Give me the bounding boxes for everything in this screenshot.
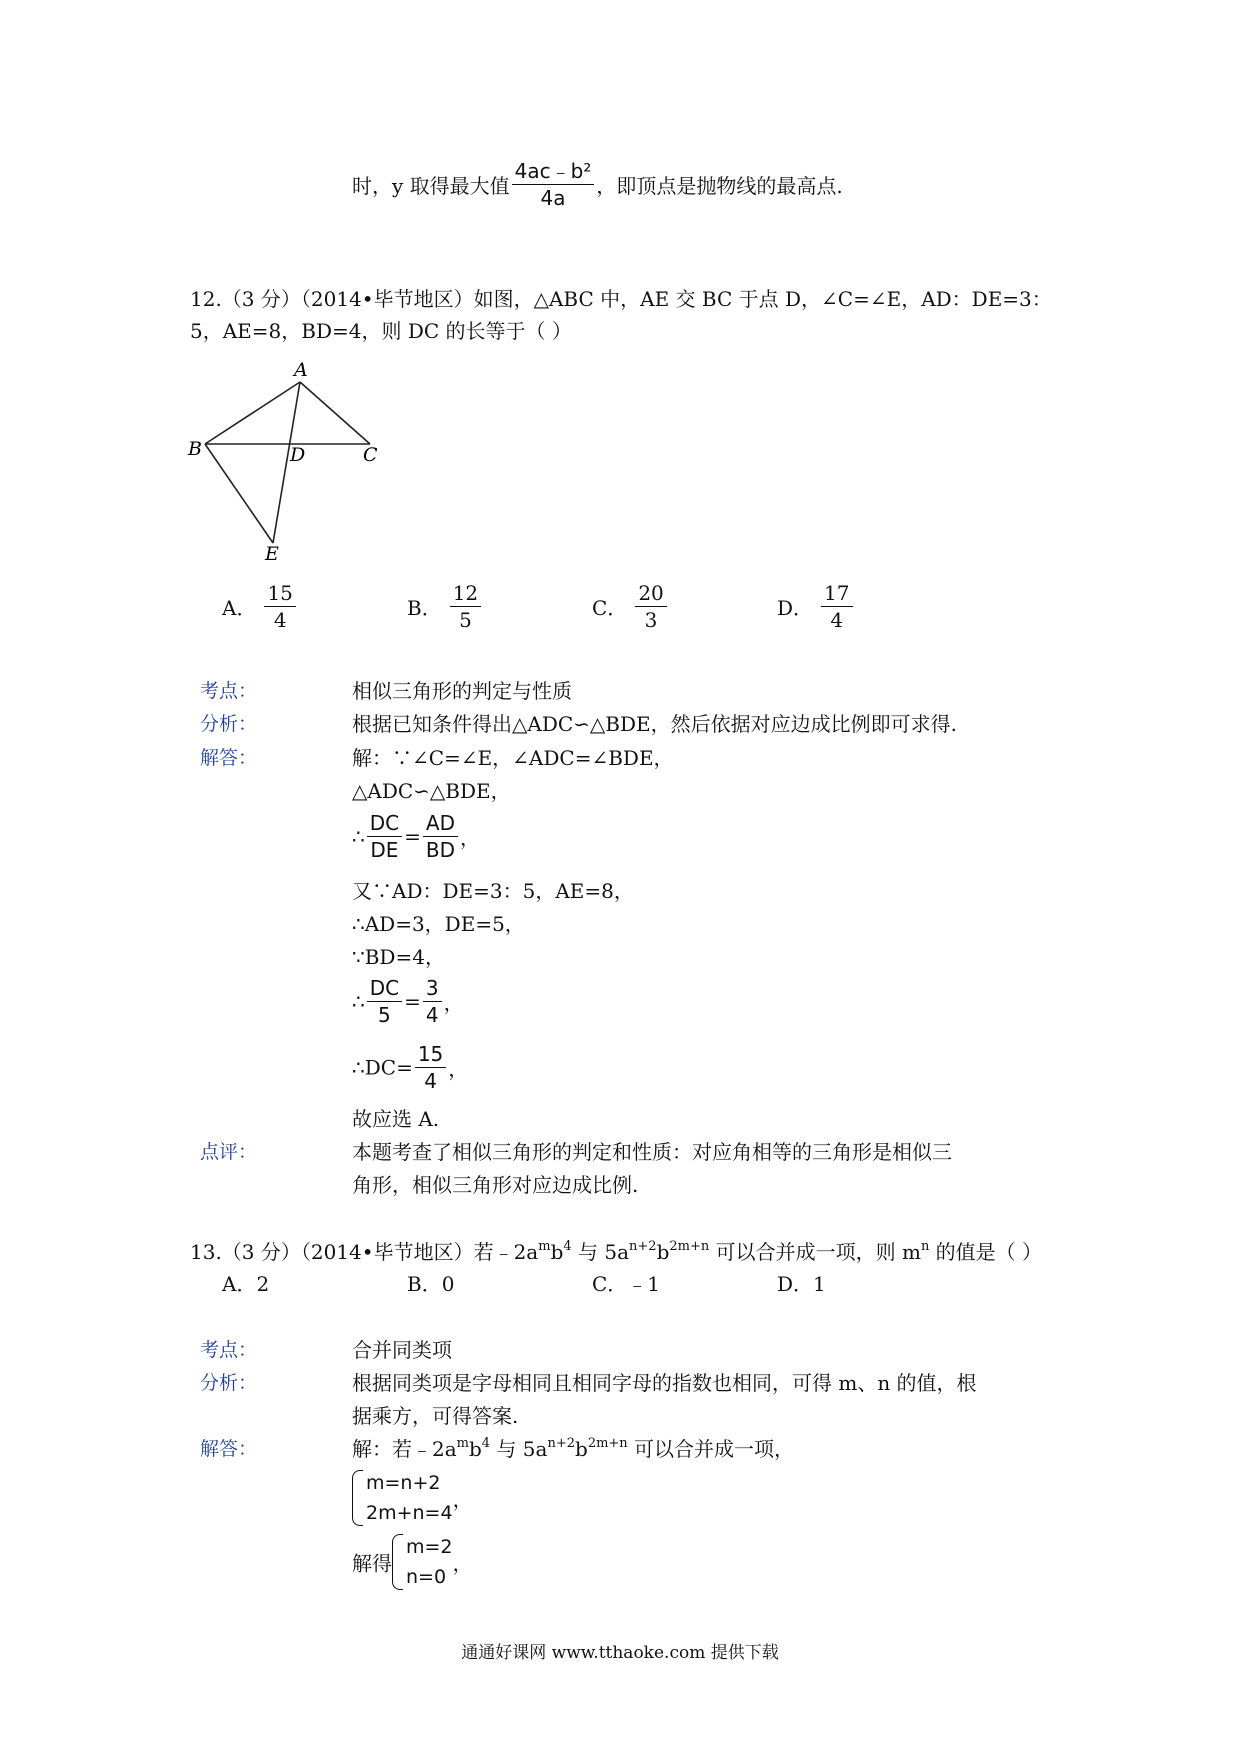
q12-option-b — [407, 580, 483, 633]
equation: 2m+n=4 — [366, 1502, 453, 1524]
top-line — [352, 158, 843, 211]
q12-dianping-l1: 本题考查了相似三角形的判定和性质：对应角相等的三角形是相似三 — [352, 1140, 952, 1164]
q12-option-c — [592, 580, 669, 633]
q12-kaodian: 相似三角形的判定与性质 — [352, 679, 572, 703]
q13-option-d: D．1 — [777, 1272, 826, 1296]
label-d: D — [290, 444, 306, 466]
q13-stem-mid4: 可以合并成一项，则 m — [709, 1240, 921, 1264]
frac-den: 3 — [644, 608, 658, 632]
q13-jieda-l1 — [352, 1434, 794, 1464]
q12-jieda-l2: △ADC∽△BDE， — [352, 779, 511, 803]
q12-jieda-l1: 解：∵∠C=∠E，∠ADC=∠BDE， — [352, 746, 674, 770]
frac-num: 15 — [264, 580, 295, 607]
frac-den: 4 — [425, 1003, 439, 1027]
q13-system-2 — [352, 1532, 473, 1592]
comma: ， — [443, 991, 464, 1015]
frac-num: 17 — [821, 580, 852, 607]
q12-jieda-l7 — [352, 975, 464, 1028]
q12-fenxi: 根据已知条件得出△ADC∽△BDE，然后依据对应边成比例即可求得. — [352, 712, 957, 736]
q12-option-a — [222, 580, 298, 633]
comma: ， — [452, 1551, 473, 1576]
seg-ab — [205, 382, 300, 444]
q13-fenxi-l2: 据乘方，可得答案. — [352, 1404, 519, 1428]
q12-figure — [185, 360, 405, 560]
frac-den: DE — [370, 838, 399, 862]
top-frac-num: 4ac﹣b² — [512, 158, 595, 185]
q13-j1-post: 可以合并成一项， — [627, 1437, 795, 1461]
fraction-dc-de — [367, 810, 402, 863]
q13-fenxi-l1: 根据同类项是字母相同且相同字母的指数也相同，可得 m、n 的值，根 — [352, 1371, 977, 1395]
q13-stem-post: 的值是（ ） — [929, 1240, 1043, 1264]
q12-jieda-l8 — [352, 1041, 468, 1094]
frac-num: AD — [423, 810, 458, 837]
q13-stem — [190, 1237, 1042, 1267]
brace-solution — [392, 1532, 453, 1592]
q12-jieda-l3 — [352, 810, 480, 863]
q13-stem-pre: 13.（3 分）（2014•毕节地区）若﹣2a — [190, 1240, 539, 1264]
top-fraction — [512, 158, 595, 211]
exp: n+2 — [547, 1436, 575, 1451]
q13-j1-mid1: b — [468, 1437, 482, 1461]
q12-jieda-l6: ∵BD=4， — [352, 945, 445, 969]
comma: ， — [460, 826, 480, 850]
equation: n=0 — [406, 1566, 447, 1588]
frac-num: 3 — [423, 975, 442, 1002]
fraction-15-4 — [415, 1041, 446, 1094]
option-letter: B． — [407, 596, 442, 620]
frac-den: 4 — [273, 608, 287, 632]
q13-j1-pre: 解：若﹣2a — [352, 1437, 457, 1461]
frac-den: 4 — [830, 608, 844, 632]
equals-sign: = — [404, 989, 421, 1014]
frac-den: BD — [425, 838, 455, 862]
q12-jieda-label: 解答： — [200, 747, 258, 769]
q12-jieda-l4: 又∵AD：DE=3：5，AE=8， — [352, 879, 634, 903]
q13-option-b: B．0 — [407, 1272, 455, 1296]
frac-num: DC — [367, 810, 402, 837]
label-a: A — [294, 360, 308, 381]
therefore-sign: ∴ — [352, 824, 365, 849]
q13-kaodian-label: 考点： — [200, 1339, 258, 1361]
frac-num: 12 — [450, 580, 481, 607]
brace-system — [352, 1468, 453, 1528]
q12-kaodian-label: 考点： — [200, 680, 258, 702]
q12-stem-line2: 5，AE=8，BD=4，则 DC 的长等于（ ） — [190, 319, 572, 343]
option-fraction — [821, 580, 852, 633]
top-prefix: 时，y 取得最大值 — [352, 174, 510, 198]
label-e: E — [265, 543, 279, 560]
q13-option-c: C．﹣1 — [592, 1272, 661, 1296]
q13-stem-mid3: b — [656, 1240, 670, 1264]
dc-equals: ∴DC= — [352, 1055, 413, 1080]
frac-num: DC — [367, 975, 402, 1002]
comma: ， — [452, 1487, 473, 1512]
exp: 2m+n — [587, 1436, 628, 1451]
option-letter: C． — [592, 596, 628, 620]
equation: m=2 — [406, 1536, 453, 1558]
q13-jieda-label: 解答： — [200, 1438, 258, 1460]
exp: 2m+n — [669, 1239, 710, 1254]
frac-num: 15 — [415, 1041, 446, 1068]
fraction-3-4 — [423, 975, 442, 1028]
solve-label: 解得 — [352, 1551, 392, 1576]
comma: ， — [448, 1057, 469, 1081]
therefore-sign: ∴ — [352, 989, 365, 1014]
top-suffix: ，即顶点是抛物线的最高点. — [596, 174, 843, 198]
equals-sign: = — [404, 824, 421, 849]
page-footer: 通通好课网 www.tthaoke.com 提供下载 — [461, 1643, 779, 1663]
option-letter: A． — [222, 596, 257, 620]
q13-option-a: A．2 — [222, 1272, 270, 1296]
label-b: B — [188, 438, 202, 460]
seg-ac — [300, 382, 370, 444]
seg-be — [205, 444, 273, 543]
option-letter: D． — [777, 596, 814, 620]
q13-stem-mid2: 与 5a — [571, 1240, 630, 1264]
q12-fenxi-label: 分析： — [200, 713, 258, 735]
q13-system-1 — [352, 1468, 473, 1528]
label-c: C — [363, 444, 378, 466]
q13-fenxi-label: 分析： — [200, 1372, 258, 1394]
option-fraction — [635, 580, 666, 633]
q13-kaodian: 合并同类项 — [352, 1338, 452, 1362]
exp: m — [456, 1436, 469, 1451]
exp: 4 — [481, 1436, 491, 1451]
q13-j1-mid2: 与 5a — [490, 1437, 548, 1461]
q12-stem-line1: 12.（3 分）（2014•毕节地区）如图，△ABC 中，AE 交 BC 于点 D，∠C=∠E，AD：DE=3： — [190, 287, 1052, 311]
exp: m — [538, 1239, 551, 1254]
q13-stem-mid1: b — [550, 1240, 564, 1264]
frac-den: 5 — [378, 1003, 391, 1027]
q12-jieda-l9: 故应选 A. — [352, 1107, 440, 1131]
frac-den: 5 — [459, 608, 472, 632]
q12-jieda-l5: ∴AD=3，DE=5， — [352, 912, 525, 936]
exp: n — [920, 1239, 930, 1254]
exp: n+2 — [629, 1239, 657, 1254]
q12-dianping-label: 点评： — [200, 1141, 258, 1163]
fraction-dc-5 — [367, 975, 402, 1028]
q12-option-d — [777, 580, 855, 633]
equation: m=n+2 — [366, 1472, 441, 1494]
frac-num: 20 — [635, 580, 666, 607]
frac-den: 4 — [424, 1069, 437, 1093]
fraction-ad-bd — [423, 810, 458, 863]
top-frac-den: 4a — [540, 186, 566, 210]
q13-j1-mid3: b — [575, 1437, 588, 1461]
q12-dianping-l2: 角形，相似三角形对应边成比例. — [352, 1173, 639, 1197]
exp: 4 — [563, 1239, 572, 1254]
option-fraction — [450, 580, 481, 633]
option-fraction — [264, 580, 295, 633]
